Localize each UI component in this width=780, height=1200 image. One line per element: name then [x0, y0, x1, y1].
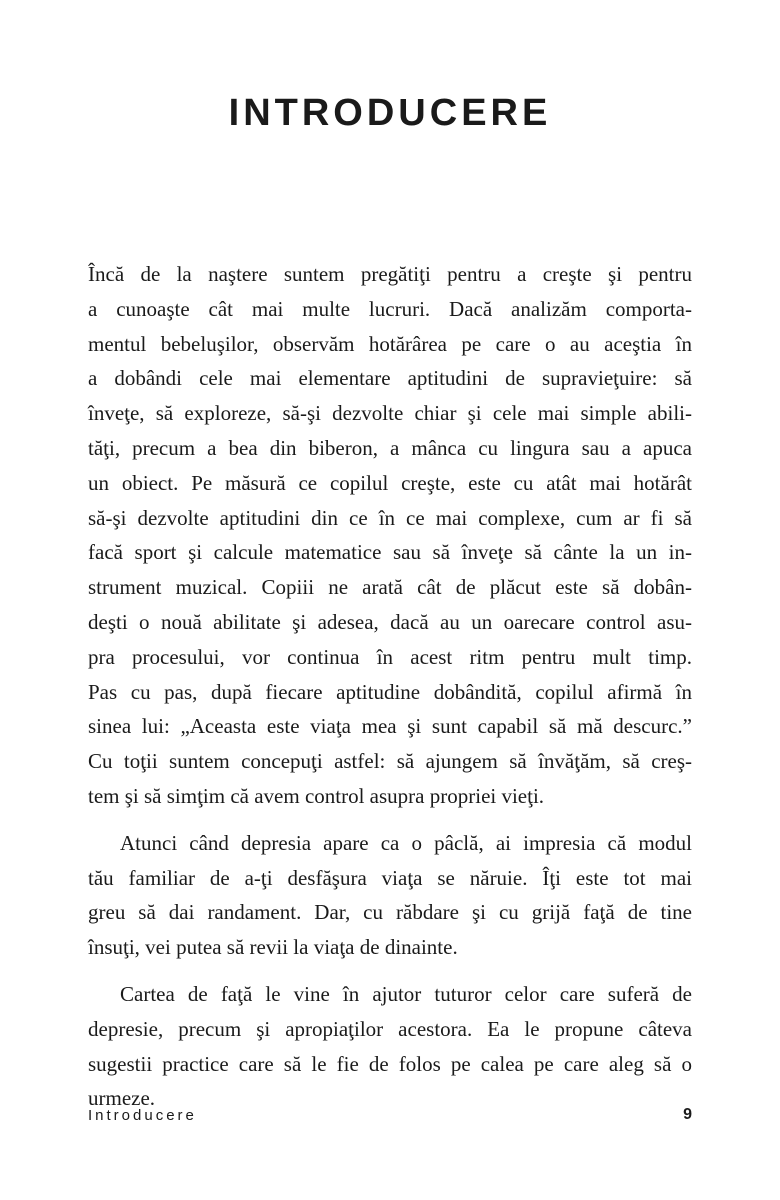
text-line: tăţi, precum a bea din biberon, a mânca cu lingura sau a apuca [88, 435, 692, 460]
text-line: mentul bebeluşilor, observăm hotărârea pe care o au aceştia în [88, 331, 692, 356]
text-line: a dobândi cele mai elementare aptitudini de supravieţuire: să [88, 366, 692, 391]
text-line: pra procesului, vor continua în acest ritm pentru mult timp. [88, 644, 692, 669]
text-line: Încă de la naştere suntem pregătiţi pentru a creşte şi pentru [88, 262, 692, 286]
body-text [88, 257, 692, 1116]
paragraph-1 [88, 257, 692, 814]
running-footer-section: Introducere [88, 1107, 197, 1124]
paragraph-2 [88, 826, 692, 965]
text-line: Cartea de faţă le vine în ajutor tuturor celor care suferă de [120, 981, 692, 1006]
page-title: INTRODUCERE [228, 92, 552, 134]
text-line: înveţe, să exploreze, să-şi dezvolte chiar şi cele mai simple abili- [88, 401, 692, 426]
paragraph-3 [88, 977, 692, 1116]
text-line: depresie, precum şi apropiaţilor acestora. Ea le propune câteva [88, 1016, 692, 1041]
text-line: deşti o nouă abilitate şi adesea, dacă au un oarecare control asu- [88, 609, 692, 634]
text-line: strument muzical. Copiii ne arată cât de plăcut este să dobân- [88, 575, 692, 600]
text-line: Pas cu pas, după fiecare aptitudine dobândită, copilul afirmă în [88, 679, 692, 704]
text-line: urmeze. [88, 1086, 156, 1111]
text-line: însuţi, vei putea să revii la viaţa de dinainte. [88, 935, 458, 960]
text-line: Cu toţii suntem concepuţi astfel: să ajungem să învăţăm, să creş- [88, 749, 692, 774]
text-line: greu să dai randament. Dar, cu răbdare şi cu grijă faţă de tine [88, 900, 692, 925]
text-line: Atunci când depresia apare ca o pâclă, ai impresia că modul [120, 830, 692, 855]
text-line: sinea lui: „Aceasta este viaţa mea şi sunt capabil să mă descurc.” [88, 714, 692, 739]
text-line: a cunoaşte cât mai multe lucruri. Dacă analizăm comporta- [88, 296, 692, 321]
text-line: un obiect. Pe măsură ce copilul creşte, este cu atât mai hotărât [88, 470, 692, 495]
page-number: 9 [683, 1106, 692, 1123]
text-line: facă sport şi calcule matematice sau să înveţe să cânte la un in- [88, 540, 692, 565]
text-line: sugestii practice care să le fie de folos pe calea pe care aleg să o [88, 1051, 692, 1076]
paragraph-gap [88, 814, 692, 826]
text-line: să-şi dezvolte aptitudini din ce în ce mai complexe, cum ar fi să [88, 505, 692, 530]
text-line: tău familiar de a-ţi desfăşura viaţa se năruie. Îţi este tot mai [88, 865, 692, 890]
text-line: tem şi să simţim că avem control asupra propriei vieţi. [88, 783, 545, 808]
paragraph-gap [88, 965, 692, 977]
